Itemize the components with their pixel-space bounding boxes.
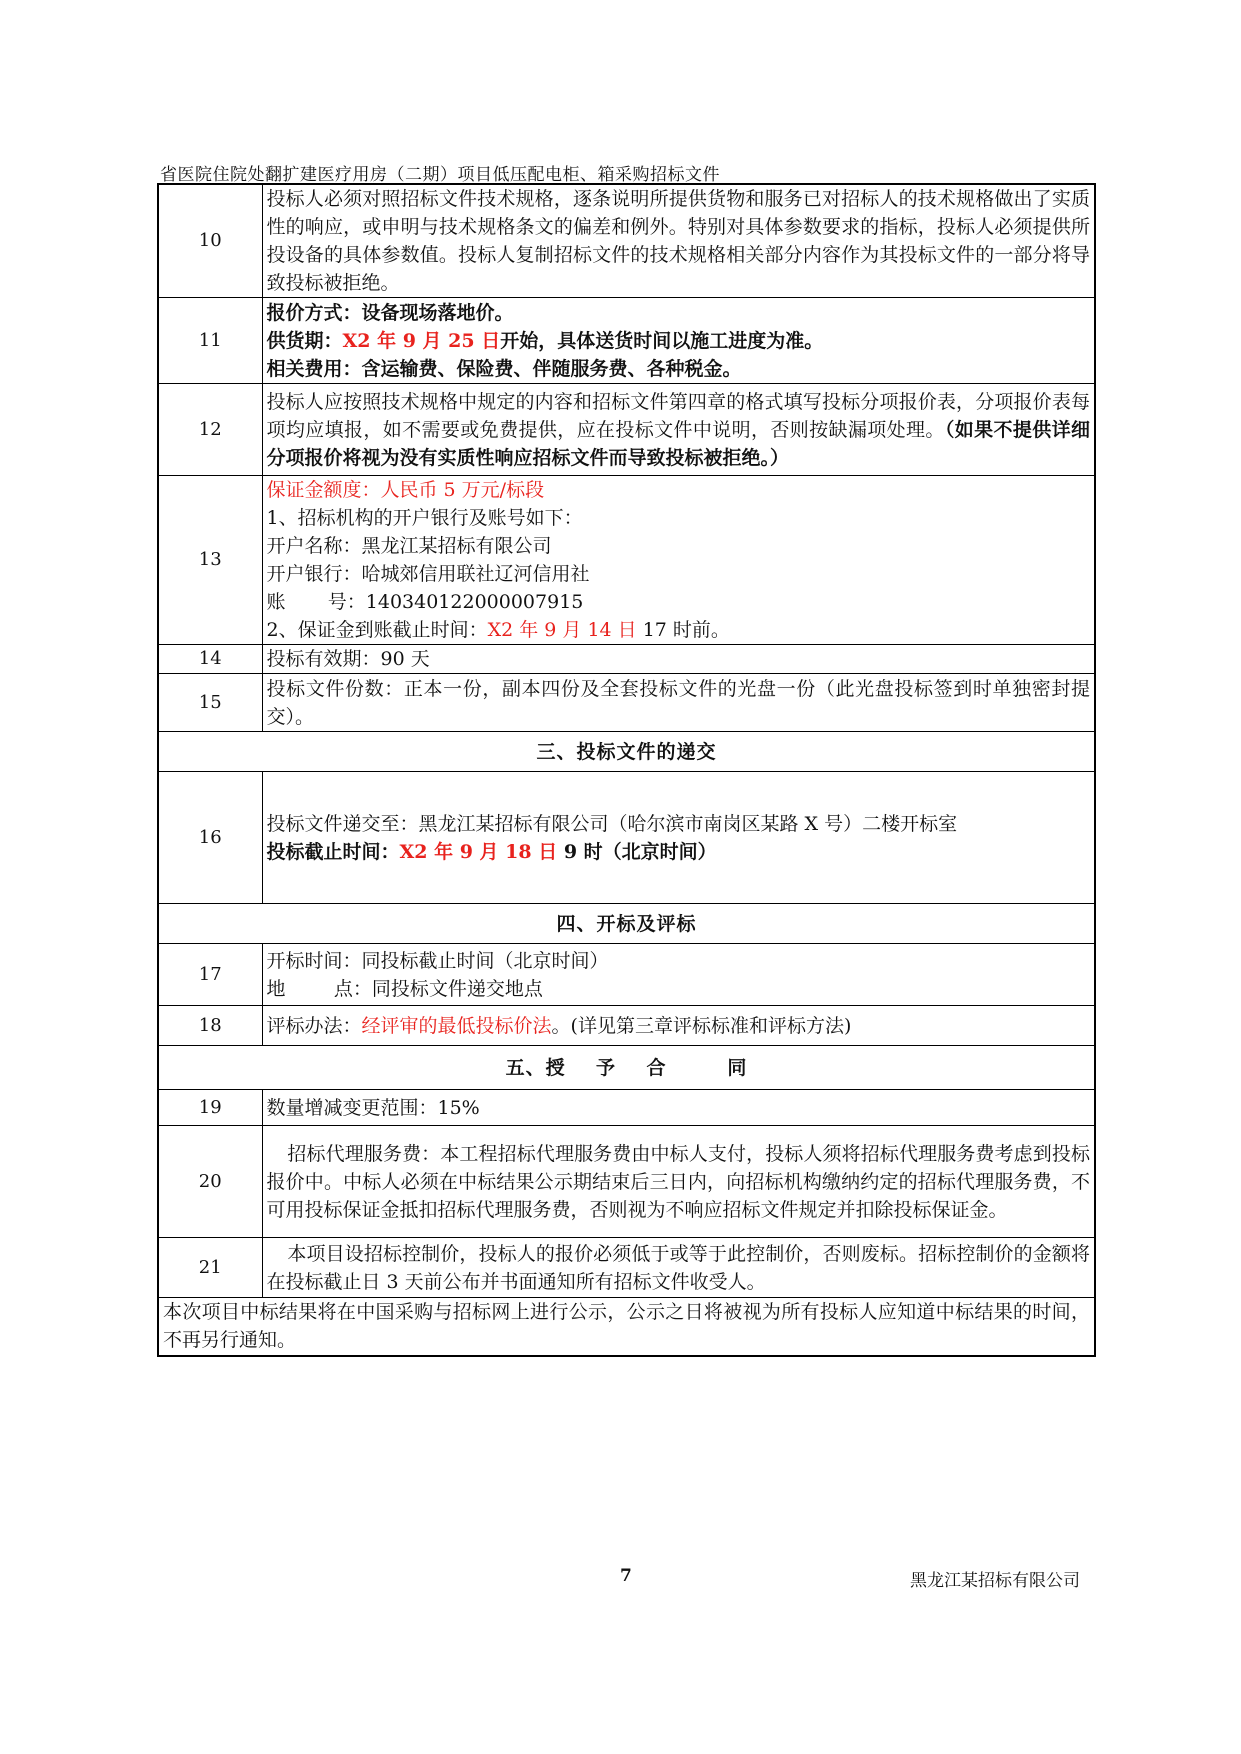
table-row xyxy=(158,184,1095,298)
row-number: 10 xyxy=(158,184,262,298)
row-number: 19 xyxy=(158,1090,262,1126)
submission-deadline-date: X2 年 9 月 18 日 xyxy=(399,840,558,863)
deposit-deadline xyxy=(267,616,1091,644)
row-number: 11 xyxy=(158,298,262,384)
row-number: 12 xyxy=(158,384,262,476)
row-content: 招标代理服务费：本工程招标代理服务费由中标人支付，投标人须将招标代理服务费考虑到投标报价中。中标人必须在中标结果公示期结束后三日内，向招标机构缴纳约定的招标代理服务费，不可用投标保证金抵扣招标代理服务费，否则视为不响应招标文件规定并扣除投标保证金。 xyxy=(262,1126,1095,1238)
delivery-label: 供货期： xyxy=(266,329,343,352)
submission-deadline-time: 9 时（北京时间） xyxy=(557,840,717,863)
section-row xyxy=(158,732,1095,772)
table-row xyxy=(158,645,1095,674)
price-method-text: 报价方式：设备现场落地价。 xyxy=(266,301,514,324)
row-content: 投标人必须对照招标文件技术规格，逐条说明所提供货物和服务已对招标人的技术规格做出了实质性的响应，或申明与技术规格条文的偏差和例外。特别对具体参数要求的指标，投标人必须提供所投设备的具体参数值。投标人复制招标文件的技术规格相关部分内容作为其投标文件的一部分将导致投标被拒绝。 xyxy=(262,184,1095,298)
opening-time: 开标时间：同投标截止时间（北京时间） xyxy=(266,949,609,972)
evaluation-label: 评标办法： xyxy=(266,1014,362,1037)
document-header-title: 省医院住院处翻扩建医疗用房（二期）项目低压配电柜、箱采购招标文件 xyxy=(160,165,720,185)
row-number: 20 xyxy=(158,1126,262,1238)
bank-name: 开户银行：哈城郊信用联社辽河信用社 xyxy=(266,563,590,585)
delivery-detail: 开始，具体送货时间以施工进度为准。 xyxy=(500,329,824,352)
table-row xyxy=(158,772,1095,904)
result-publication-note: 本次项目中标结果将在中国采购与招标网上进行公示，公示之日将被视为所有投标人应知道中标结果的时间，不再另行通知。 xyxy=(158,1298,1095,1356)
table-row xyxy=(158,1238,1095,1298)
row-content: 投标有效期：90 天 xyxy=(262,645,1095,674)
table-row xyxy=(158,1126,1095,1238)
submission-deadline xyxy=(267,838,1091,866)
deposit-amount: 保证金额度：人民币 5 万元/标段 xyxy=(266,479,545,501)
bank-info-heading: 1、招标机构的开户银行及账号如下： xyxy=(266,507,583,529)
row-content xyxy=(262,384,1095,476)
section-row xyxy=(158,904,1095,944)
submission-location: 投标文件递交至：黑龙江某招标有限公司（哈尔滨市南岗区某路 X 号）二楼开标室 xyxy=(266,812,958,835)
section-heading: 三、投标文件的递交 xyxy=(158,732,1095,772)
row-content xyxy=(262,772,1095,904)
opening-location: 地 点：同投标文件递交地点 xyxy=(266,977,543,1000)
row-content xyxy=(262,944,1095,1006)
delivery-period-text xyxy=(267,327,1091,355)
table-row xyxy=(158,298,1095,384)
row-number: 16 xyxy=(158,772,262,904)
deposit-deadline-label: 2、保证金到账截止时间： xyxy=(266,619,488,641)
row-number: 21 xyxy=(158,1238,262,1298)
pricing-warning: （如果不提供详细分项报价将视为没有实质性响应招标文件而导致投标被拒绝。） xyxy=(266,418,1090,469)
delivery-date: X2 年 9 月 25 日 xyxy=(342,329,501,352)
table-row xyxy=(158,1090,1095,1126)
pricing-instructions: 投标人应按照技术规格中规定的内容和招标文件第四章的格式填写投标分项报价表，分项报价表每项均应填报，如不需要或免费提供，应在投标文件中说明，否则按缺漏项处理。 xyxy=(266,390,1090,441)
evaluation-method: 经评审的最低投标价法 xyxy=(361,1014,552,1037)
section-heading: 五、授 予 合 同 xyxy=(158,1046,1095,1090)
page-number: 7 xyxy=(620,1566,632,1586)
deposit-deadline-date: X2 年 9 月 14 日 xyxy=(487,619,637,641)
footnote-row xyxy=(158,1298,1095,1356)
row-number: 15 xyxy=(158,674,262,732)
table-row xyxy=(158,476,1095,645)
submission-deadline-label: 投标截止时间： xyxy=(266,840,400,863)
row-content xyxy=(262,476,1095,645)
table-row xyxy=(158,674,1095,732)
table-row xyxy=(158,384,1095,476)
section-heading: 四、开标及评标 xyxy=(158,904,1095,944)
row-content: 投标文件份数：正本一份，副本四份及全套投标文件的光盘一份（此光盘投标签到时单独密封提交）。 xyxy=(262,674,1095,732)
account-number: 账 号：140340122000007915 xyxy=(266,591,584,613)
table-row xyxy=(158,944,1095,1006)
tender-info-table xyxy=(157,183,1096,1357)
row-number: 13 xyxy=(158,476,262,645)
row-content xyxy=(262,1006,1095,1046)
section-row xyxy=(158,1046,1095,1090)
row-number: 14 xyxy=(158,645,262,674)
row-content: 本项目设招标控制价，投标人的报价必须低于或等于此控制价，否则废标。招标控制价的金额将在投标截止日 3 天前公布并书面通知所有招标文件收受人。 xyxy=(262,1238,1095,1298)
account-name: 开户名称：黑龙江某招标有限公司 xyxy=(266,535,552,557)
row-content xyxy=(262,298,1095,384)
evaluation-note: 。(详见第三章评标标准和评标方法) xyxy=(551,1014,852,1037)
table-row xyxy=(158,1006,1095,1046)
row-content: 数量增减变更范围：15% xyxy=(262,1090,1095,1126)
deposit-deadline-time: 17 时前。 xyxy=(636,619,730,641)
related-fees-text: 相关费用：含运输费、保险费、伴随服务费、各种税金。 xyxy=(266,357,742,380)
row-number: 17 xyxy=(158,944,262,1006)
footer-company-name: 黑龙江某招标有限公司 xyxy=(910,1571,1080,1591)
row-number: 18 xyxy=(158,1006,262,1046)
